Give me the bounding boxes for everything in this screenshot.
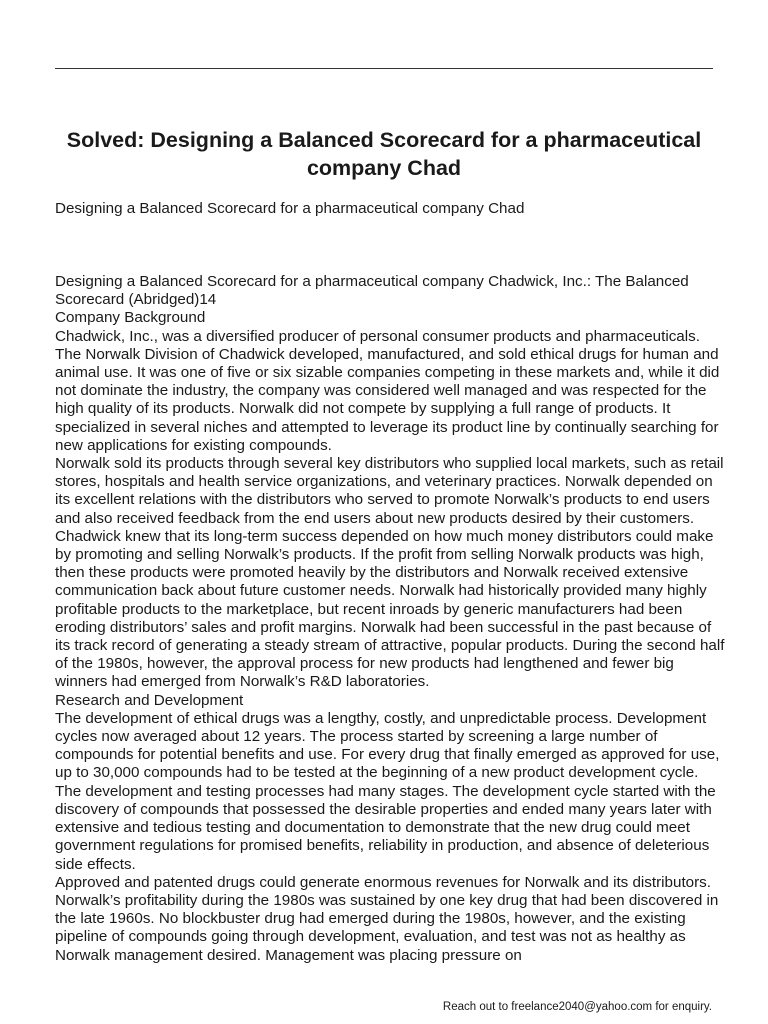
section-heading-company-background: Company Background bbox=[55, 309, 206, 327]
body-intro-line: Designing a Balanced Scorecard for a pharmaceutical company Chadwick, Inc.: The Balanced Scorecard (Abridged)14 bbox=[55, 273, 689, 309]
body-paragraph: Approved and patented drugs could generate enormous revenues for Norwalk and its distributors. Norwalk’s profitability during the 1980s was sustained by one key drug that had been discovered in the late 1960s. No blockbuster drug had emerged during the 1980s, however, and the existing pipeline of compounds going through development, evaluation, and test was not as healthy as Norwalk management desired. Management was placing pressure on bbox=[55, 873, 719, 964]
top-divider bbox=[55, 68, 713, 69]
body-paragraph: Chadwick knew that its long-term success depended on how much money distributors could make by promoting and selling Norwalk’s products. If the profit from selling Norwalk products was high, then these products were promoted heavily by the distributors and Norwalk received extensive communication back about future customer needs. Norwalk had historically provided many highly profitable products to the marketplace, but recent inroads by generic manufacturers had been eroding distributors’ sales and profit margins. Norwalk had been successful in the past because of its track record of generating a steady stream of attractive, popular products. During the second half of the 1980s, however, the approval process for new products had lengthened and fewer big winners had emerged from Norwalk’s R&D laboratories. bbox=[55, 527, 725, 691]
document-title: Solved: Designing a Balanced Scorecard for a pharmaceutical company Chad bbox=[66, 128, 702, 180]
document-subtitle: Designing a Balanced Scorecard for a pharmaceutical company Chad bbox=[55, 200, 525, 217]
body-paragraph: The development of ethical drugs was a lengthy, costly, and unpredictable process. Development cycles now averaged about 12 years. The process started by screening a large number of compounds for potential benefits and use. For every drug that finally emerged as approved for use, up to 30,000 compounds had to be tested at the beginning of a new product development cycle. The development and testing processes had many stages. The development cycle started with the discovery of compounds that possessed the desirable properties and ended many years later with extensive and tedious testing and documentation to demonstrate that the new drug could meet government regulations for promised benefits, reliability in production, and absence of deleterious side effects. bbox=[55, 709, 720, 873]
body-paragraph: Norwalk sold its products through several key distributors who supplied local markets, such as retail stores, hospitals and health service organizations, and veterinary practices. Norwalk depended on its excellent relations with the distributors who served to promote Norwalk’s products to end users and also received feedback from the end users about new products desired by their customers. bbox=[55, 455, 724, 527]
body-paragraph: Chadwick, Inc., was a diversified producer of personal consumer products and pharmaceuticals. The Norwalk Division of Chadwick developed, manufactured, and sold ethical drugs for human and animal use. It was one of five or six sizable companies competing in these markets and, while it did not dominate the industry, the company was considered well managed and was respected for the high quality of its products. Norwalk did not compete by supplying a full range of products. It specialized in several niches and attempted to leverage its product line by continually searching for new applications for existing compounds. bbox=[55, 327, 720, 454]
document-body bbox=[55, 273, 725, 965]
footer-contact-note: Reach out to freelance2040@yahoo.com for enquiry. bbox=[442, 1001, 712, 1013]
section-heading-research-development: Research and Development bbox=[55, 691, 244, 709]
